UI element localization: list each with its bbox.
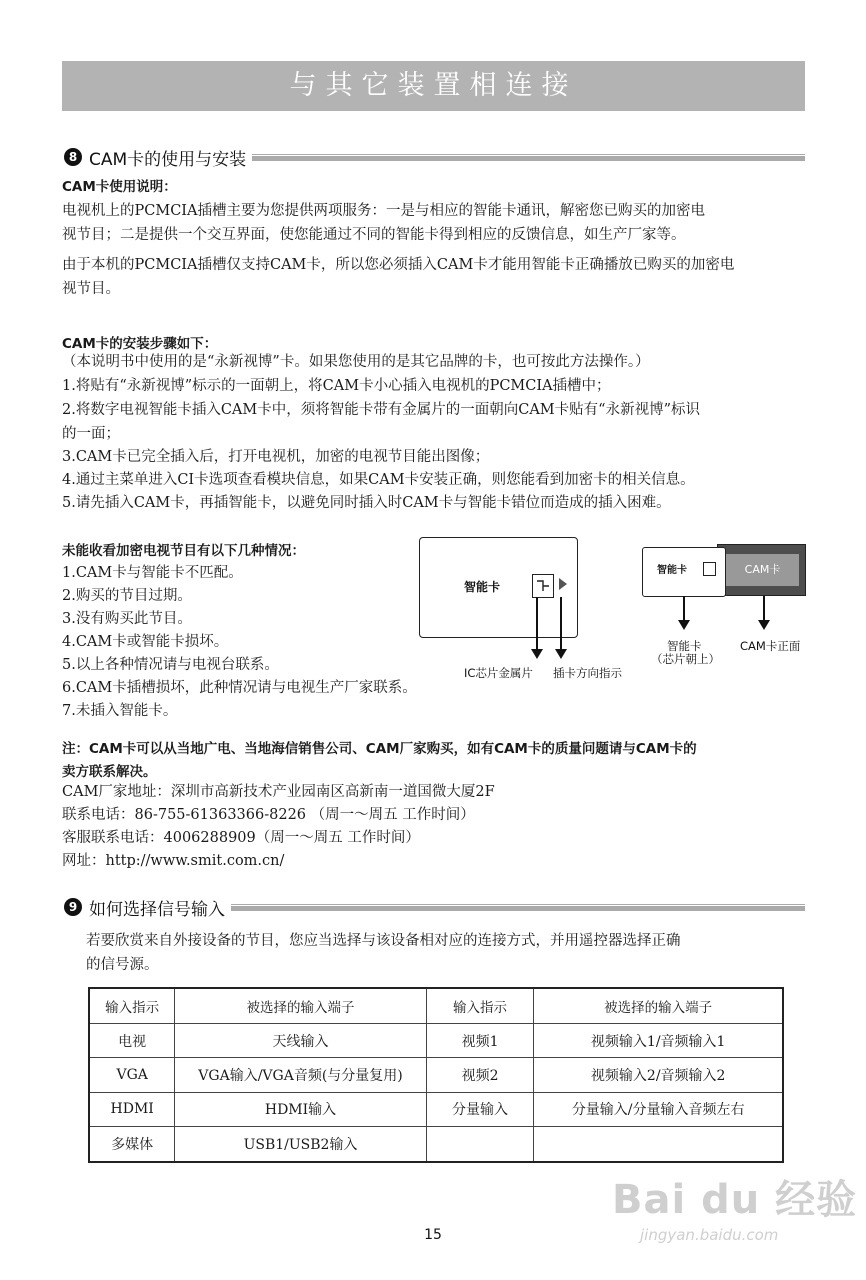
problem-item: 1.CAM卡与智能卡不匹配。 (62, 565, 243, 581)
contact-website: 网址：http://www.smit.com.cn/ (62, 853, 285, 869)
input-source-table (88, 987, 784, 1163)
table-header: 输入指示 (426, 988, 534, 1023)
smart-card-up-label: 智能卡 (667, 639, 702, 653)
cam-front-label: CAM卡正面 (740, 639, 801, 653)
table-row (89, 1127, 783, 1162)
install-line: 5.请先插入CAM卡，再插智能卡，以避免同时插入时CAM卡与智能卡错位而造成的插入困难。 (62, 495, 671, 511)
table-header: 被选择的输入端子 (175, 988, 426, 1023)
problem-item: 6.CAM卡插槽损坏，此种情况请与电视生产厂家联系。 (62, 680, 417, 696)
section-8-title: CAM卡的使用与安装 (89, 149, 247, 170)
install-line: 的一面； (62, 426, 120, 442)
table-cell: 分量输入/分量输入音频左右 (534, 1092, 783, 1126)
install-line: 4.通过主菜单进入CI卡选项查看模块信息，如果CAM卡安装正确，则您能看到加密卡的相关信息。 (62, 472, 695, 488)
install-heading: CAM卡的安装步骤如下： (62, 336, 218, 352)
table-header-row (89, 988, 783, 1023)
problem-item: 2.购买的节目过期。 (62, 588, 192, 604)
smart-card-small-label: 智能卡 (657, 565, 687, 576)
problem-item: 7.未插入智能卡。 (62, 703, 178, 719)
problem-item: 5.以上各种情况请与电视台联系。 (62, 657, 279, 673)
table-row (89, 1058, 783, 1092)
problems-heading: 未能收看加密电视节目有以下几种情况： (62, 543, 305, 559)
section-8-rule (252, 154, 805, 161)
table-cell: 视频输入2/音频输入2 (534, 1058, 783, 1092)
problem-item: 4.CAM卡或智能卡损坏。 (62, 634, 229, 650)
usage-heading: CAM卡使用说明： (62, 179, 177, 195)
table-row (89, 1092, 783, 1126)
contact-phone: 联系电话：86-755-61363366-8226 （周一～周五 工作时间） (62, 807, 475, 823)
table-cell (426, 1127, 534, 1162)
smart-card-label: 智能卡 (464, 580, 501, 594)
problem-item: 3.没有购买此节目。 (62, 611, 192, 627)
section-9-intro-line: 的信号源。 (86, 957, 159, 973)
watermark-url: jingyan.baidu.com (640, 1226, 779, 1244)
direction-label: 插卡方向指示 (553, 666, 622, 680)
page-number: 15 (424, 1227, 442, 1243)
page-banner-title: 与其它装置相连接 (62, 61, 805, 111)
table-cell: HDMI输入 (175, 1092, 426, 1126)
diagram-2-arrows (670, 596, 780, 636)
install-line: （本说明书中使用的是“永新视博”卡。如果您使用的是其它品牌的卡，也可按此方法操作。） (62, 354, 650, 370)
table-cell: 视频1 (426, 1023, 534, 1057)
install-line: 2.将数字电视智能卡插入CAM卡中，须将智能卡带有金属片的一面朝向CAM卡贴有“永新视博”标识 (62, 402, 700, 418)
usage-line: 视节目；二是提供一个交互界面，使您能通过不同的智能卡得到相应的反馈信息，如生产厂家等。 (62, 227, 686, 243)
insert-direction-arrow-icon (559, 578, 567, 590)
contact-address: CAM厂家地址：深圳市高新技术产业园南区高新南一道国微大厦2F (62, 784, 495, 800)
table-cell: USB1/USB2输入 (175, 1127, 426, 1162)
table-cell: 天线输入 (175, 1023, 426, 1057)
usage-line: 视节目。 (62, 281, 120, 297)
table-cell: 电视 (89, 1023, 175, 1057)
usage-line: 电视机上的PCMCIA插槽主要为您提供两项服务：一是与相应的智能卡通讯，解密您已购买的加密电 (62, 203, 705, 219)
table-header: 输入指示 (89, 988, 175, 1023)
section-9-title: 如何选择信号输入 (89, 899, 225, 920)
cam-card-diagram (717, 544, 806, 596)
note-line: 卖方联系解决。 (62, 764, 157, 780)
cam-card-label: CAM卡 (726, 554, 799, 586)
table-cell: VGA输入/VGA音频(与分量复用) (175, 1058, 426, 1092)
chip-facing-up-label: （芯片朝上） (651, 652, 720, 666)
table-cell: 多媒体 (89, 1127, 175, 1162)
watermark-logo: Bai du 经验 (612, 1177, 858, 1223)
table-cell: 分量输入 (426, 1092, 534, 1126)
section-8-header (64, 145, 805, 169)
install-line: 3.CAM卡已完全插入后，打开电视机，加密的电视节目能出图像； (62, 449, 490, 465)
section-9-number: 9 (64, 898, 82, 916)
table-cell: 视频输入1/音频输入1 (534, 1023, 783, 1057)
table-header: 被选择的输入端子 (534, 988, 783, 1023)
table-cell: 视频2 (426, 1058, 534, 1092)
diagram-1-arrows (525, 595, 575, 665)
table-cell: VGA (89, 1058, 175, 1092)
note-line: 注：CAM卡可以从当地广电、当地海信销售公司、CAM厂家购买，如有CAM卡的质量问题请与CAM卡的 (62, 741, 697, 757)
table-cell (534, 1127, 783, 1162)
contact-service-phone: 客服联系电话：4006288909（周一～周五 工作时间） (62, 830, 420, 846)
section-8-number: 8 (64, 148, 82, 166)
smart-card-small-diagram (642, 547, 726, 597)
section-9-intro-line: 若要欣赏来自外接设备的节目，您应当选择与该设备相对应的连接方式，并用遥控器选择正确 (86, 933, 681, 949)
section-9-rule (231, 904, 805, 911)
table-row (89, 1023, 783, 1057)
ic-chip-label: IC芯片金属片 (464, 666, 533, 680)
ic-chip-small-icon (703, 562, 716, 576)
table-cell: HDMI (89, 1092, 175, 1126)
usage-line: 由于本机的PCMCIA插槽仅支持CAM卡，所以您必须插入CAM卡才能用智能卡正确播放已购买的加密电 (62, 257, 735, 273)
section-9-header (64, 895, 805, 919)
install-line: 1.将贴有“永新视博”标示的一面朝上，将CAM卡小心插入电视机的PCMCIA插槽中； (62, 378, 611, 394)
